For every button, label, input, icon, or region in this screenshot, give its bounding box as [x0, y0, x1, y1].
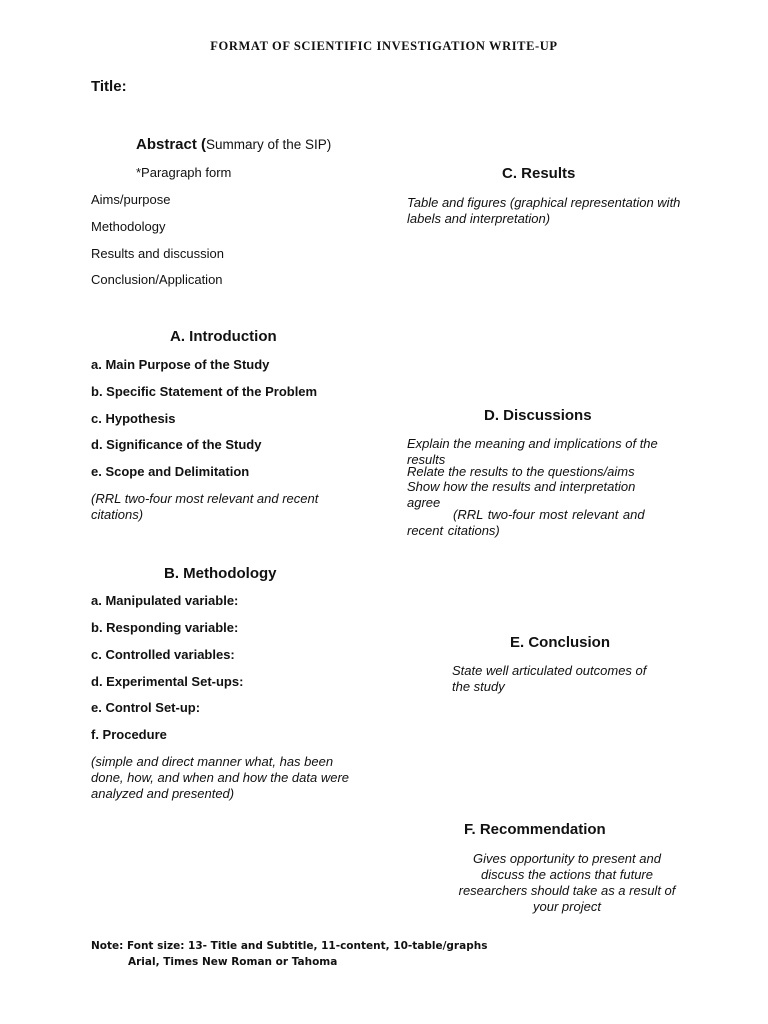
discussions-heading: D. Discussions: [484, 407, 592, 424]
discussions-line: Show how the results and interpretation agree: [407, 479, 636, 510]
methodology-item: e. Control Set-up:: [91, 700, 201, 715]
methodology-note: (simple and direct manner what, has been done, how, and when and how the data were analyzed and presented): [91, 754, 350, 801]
footer-note-line2: Arial, Times New Roman or Tahoma: [128, 956, 338, 968]
abstract-item: Conclusion/Application: [91, 272, 223, 287]
methodology-item: a. Manipulated variable:: [91, 593, 239, 608]
discussions-line: Relate the results to the questions/aims: [407, 464, 635, 479]
introduction-item: c. Hypothesis: [91, 411, 176, 426]
methodology-item: f. Procedure: [91, 727, 167, 742]
abstract-item: *Paragraph form: [136, 165, 232, 180]
discussions-line: Explain the meaning and implications of the results: [407, 436, 658, 467]
conclusion-text: State well articulated outcomes of the study: [452, 663, 647, 694]
recommendation-text: Gives opportunity to present and discuss the actions that future researchers should take as a result of your project: [458, 851, 676, 914]
methodology-item: c. Controlled variables:: [91, 647, 235, 662]
abstract-heading: [136, 136, 331, 153]
results-text: Table and figures (graphical representation with labels and interpretation): [407, 195, 681, 226]
introduction-heading: A. Introduction: [170, 328, 277, 345]
document-title: FORMAT OF SCIENTIFIC INVESTIGATION WRITE-UP: [210, 39, 558, 53]
footer-note-line1: Note: Font size: 13- Title and Subtitle, 11-content, 10-table/graphs: [91, 940, 488, 952]
abstract-item: Methodology: [91, 219, 166, 234]
abstract-item: Results and discussion: [91, 246, 224, 261]
recommendation-heading: F. Recommendation: [464, 821, 606, 838]
methodology-item: d. Experimental Set-ups:: [91, 674, 244, 689]
title-label: Title:: [91, 78, 127, 95]
introduction-note: (RRL two-four most relevant and recent citations): [91, 491, 319, 522]
introduction-item: d. Significance of the Study: [91, 437, 262, 452]
introduction-item: a. Main Purpose of the Study: [91, 357, 270, 372]
introduction-item: b. Specific Statement of the Problem: [91, 384, 318, 399]
abstract-heading-rest: Summary of the SIP): [206, 137, 332, 152]
discussions-line: (RRL two-four most relevant and recent citations): [407, 507, 645, 538]
results-heading: C. Results: [502, 165, 576, 182]
introduction-item: e. Scope and Delimitation: [91, 464, 250, 479]
methodology-item: b. Responding variable:: [91, 620, 239, 635]
abstract-heading-bold: Abstract (: [136, 136, 207, 153]
conclusion-heading: E. Conclusion: [510, 634, 611, 651]
abstract-item: Aims/purpose: [91, 192, 171, 207]
methodology-heading: B. Methodology: [164, 565, 277, 582]
